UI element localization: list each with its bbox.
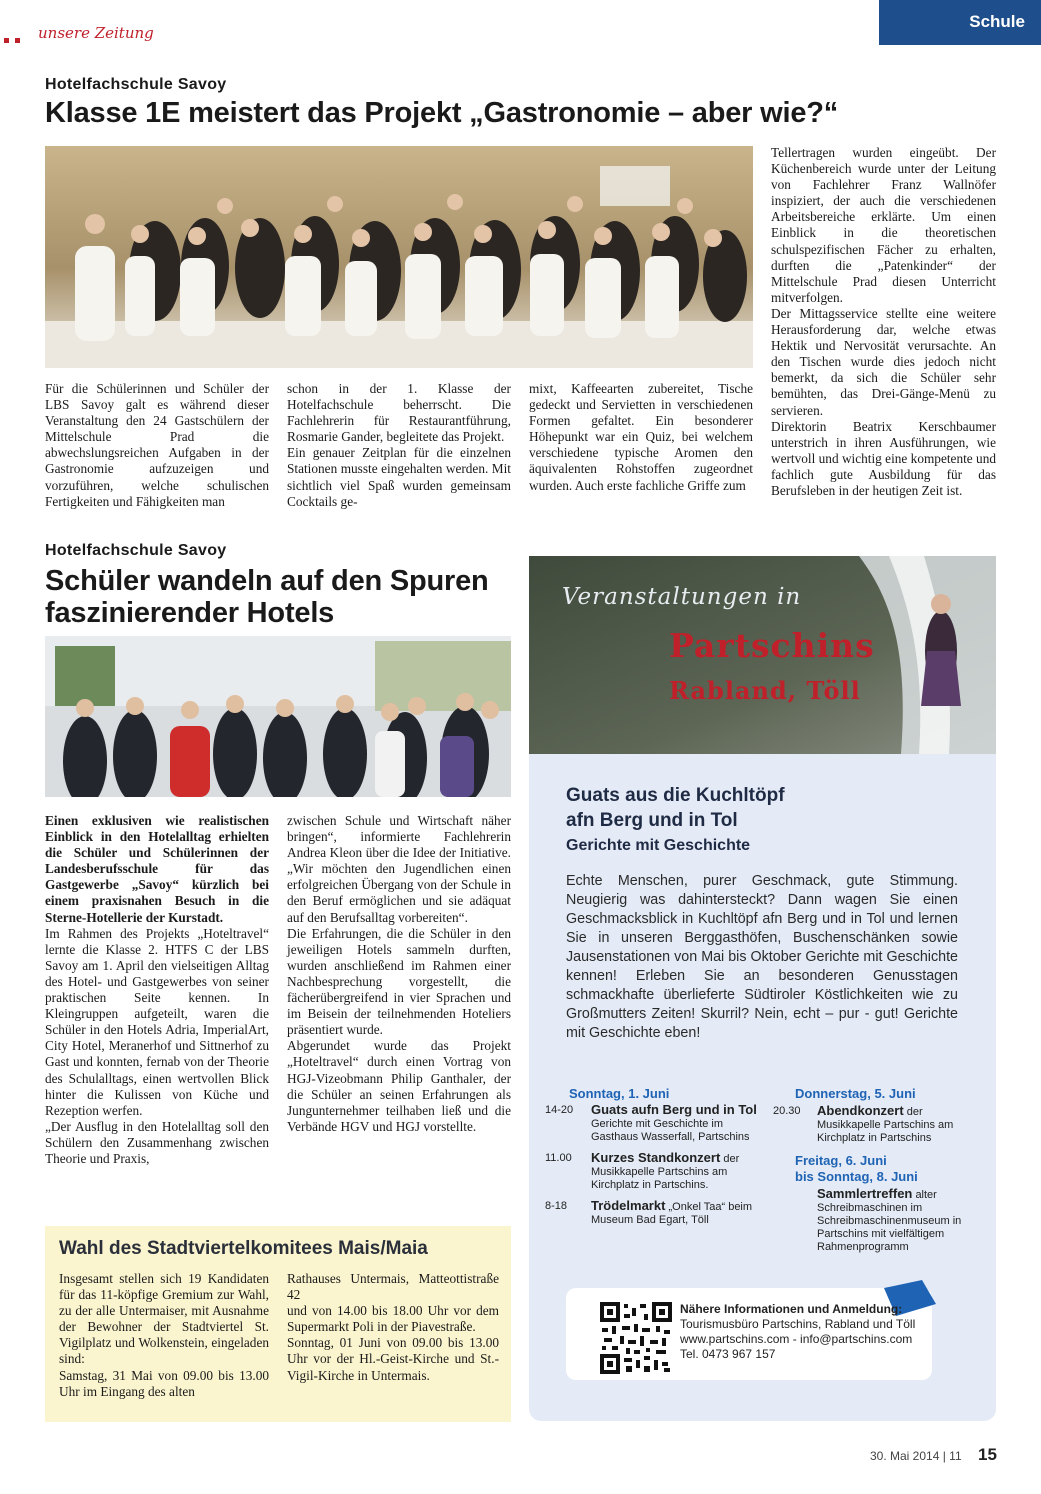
event-item — [545, 1199, 760, 1229]
ad-banner-script: Veranstaltungen in — [562, 584, 802, 610]
event-title: Trödelmarkt — [591, 1198, 666, 1213]
ad-info-web[interactable]: www.partschins.com - info@partschins.com — [680, 1332, 913, 1346]
ad-info-title: Nähere Informationen und Anmeldung: — [680, 1302, 903, 1316]
election-box-col1: Insgesamt stellen sich 19 Kandidaten für das 11-köpfige Gremium zur Wahl, zu der alle Untermaiser, mit Ausnahme der Bewohner der Stadtviertel St. Vigilplatz und Wolkenstein, eingeladen sind: Samstag, 31 Mai von 09.00 bis 13.00 Uhr im Eingang des alten — [59, 1271, 269, 1399]
event-title: Abendkonzert — [817, 1103, 904, 1118]
ad-title — [566, 783, 785, 858]
event-desc: Gerichte mit Geschichte im Gasthaus Wasserfall, Partschins — [591, 1118, 750, 1143]
section-tab: Schule — [879, 0, 1041, 45]
brand-logo: unsere Zeitung — [38, 24, 154, 42]
article1-headline: Klasse 1E meistert das Projekt „Gastronomie – aber wie?“ — [45, 97, 839, 129]
ad-right-date2a: Freitag, 6. Juni — [795, 1153, 887, 1168]
ad-banner-sub: Rabland, Töll — [669, 676, 861, 705]
event-desc: „Onkel Taa“ beim Museum Bad Egart, Töll — [591, 1201, 753, 1226]
ad-title-line1: Guats aus die Kuchltöpf — [566, 785, 785, 806]
article2-headline-line2: faszinierender Hotels — [45, 597, 335, 629]
article2-lead: Einen exklusiven wie realistischen Einblick in den Hotelalltag erhielten die Schüler und Schülerinnen der Landesberufsschule für das Gastgewerbe „Savoy“ kürzlich bei einem praxisnahen Besuch in die Sterne-Hotellerie der Kurstadt. — [45, 813, 269, 925]
event-item — [545, 1103, 760, 1147]
event-title: Sammlertreffen — [817, 1186, 913, 1201]
ad-info-org: Tourismusbüro Partschins, Rabland und Töll — [680, 1317, 916, 1331]
event-title: Guats aufn Berg und in Tol — [591, 1102, 757, 1117]
article2-headline — [45, 565, 525, 629]
article1-kicker: Hotelfachschule Savoy — [45, 76, 227, 93]
article2-headline-line1: Schüler wandeln auf den Spuren — [45, 565, 489, 597]
ad-banner — [529, 556, 996, 754]
election-box — [45, 1226, 511, 1422]
event-time: 8-18 — [545, 1200, 568, 1212]
article1-photo — [45, 146, 753, 368]
article2-photo — [45, 636, 511, 797]
ad-right-date2 — [795, 1153, 918, 1185]
event-time: 11.00 — [545, 1152, 572, 1164]
ad-left-events — [545, 1103, 760, 1229]
event-desc: der Musikkapelle Partschins am Kirchplatz in Partschins — [817, 1106, 954, 1144]
event-time: 14-20 — [545, 1104, 574, 1116]
footer-date-issue: 30. Mai 2014 | 11 — [870, 1449, 962, 1463]
ad-subtitle: Gerichte mit Geschichte — [566, 837, 751, 854]
article1-col2: schon in der 1. Klasse der Hotelfachschule beherrscht. Die Fachlehrerin für Restaurantführung, Rosmarie Gander, begleitete das Projekt. Ein genauer Zeitplan für die einzelnen Stationen musste eingehalten werden. Mit sichtlich viel Spaß wurden gemeinsam Cocktails ge- — [287, 381, 511, 509]
article1-col3: mixt, Kaffeearten zubereitet, Tische gedeckt und Servietten in verschiedenen Formen gefaltet. Ein besonderer Höhepunkt war ein Quiz, bei welchem verschiedene typische Aromen den äquivalenten Rohstoffen zugeordnet wurden. Auch erste fachliche Griffe zum — [529, 381, 753, 493]
article2-kicker: Hotelfachschule Savoy — [45, 542, 227, 559]
event-item — [773, 1104, 983, 1145]
ad-left-date: Sonntag, 1. Juni — [569, 1086, 670, 1101]
article2-col1 — [45, 813, 269, 1167]
partschins-ad — [529, 556, 996, 1421]
ad-body: Echte Menschen, purer Geschmack, gute Stimmung. Neugierig was dahintersteckt? Dann wagen Sie einen Geschmacksblick in Kuchltöpf afn Berg und in Tol und lernen Sie in unseren Berggasthöfen, Buschenschänken sowie Jausenstationen von Mai bis Oktober Gerichte mit Geschichte kennen! Erleben Sie an besonderen Genusstagen schmackhafte überlieferte Südtiroler Köstlichkeiten wie zu Großmutters Zeiten! Skurril? Nein, echt – pur - gut! Gerichte mit Geschichte eben! — [566, 873, 958, 1041]
election-box-col2: Rathauses Untermais, Matteottistraße 42 und von 14.00 bis 18.00 Uhr vor dem Supermarkt Poli in der Piavestraße. Sonntag, 01 Juni von 09.00 bis 13.00 Uhr vor der Hl.-Geist-Kirche und St.-Vigil-Kirche in Untermais. — [287, 1271, 499, 1383]
event-desc: alter Schreibmaschinen im Schreibmaschinenmuseum in Partschins mit vielfältigem Rahmenprogramm — [817, 1189, 962, 1253]
ad-right-date1: Donnerstag, 5. Juni — [795, 1086, 916, 1101]
page-number: 15 — [978, 1445, 997, 1464]
article1-col1: Für die Schülerinnen und Schüler der LBS Savoy galt es während dieser Veranstaltung den 24 Gastschülern der Mittelschule Prad die abwechslungsreichen Aufgaben in der Gastronomie aufzuzeigen und vorzuführen, welche schulischen Fertigkeiten und Fähigkeiten man — [45, 381, 269, 509]
article2-col1-body: Im Rahmen des Projekts „Hoteltravel“ lernte die Klasse 2. HTFS C der LBS Savoy am 1. April den vielseitigen Alltag des Hotel- und Gastgewerbes von seiner praktischen Seite kennen. In Kleingruppen aufgeteilt, waren die Schüler in den Hotels Adria, ImperialArt, City Hotel, Meranerhof und Sittnerhof zu Gast und konnten, fernab von der Theorie des Schulalltags, einen wertvollen Blick hinter die Kulissen von Küche und Rezeption werfen. „Der Ausflug in den Hotelalltag soll den Schülern den Zusammenhang zwischen Theorie und Praxis, — [45, 925, 269, 1166]
ad-info-text — [680, 1302, 915, 1362]
ad-title-line2: afn Berg und in Tol — [566, 810, 738, 831]
ad-banner-place: Partschins — [669, 626, 875, 665]
event-item — [545, 1151, 760, 1195]
article2-col2: zwischen Schule und Wirtschaft näher bringen“, informierte Fachlehrerin Andrea Kleon über die Idee der Initiative. „Wir möchten den Jugendlichen einen erfolgreichen Übergang von der Schule in den Beruf ermöglichen und sie adäquat auf den Berufsalltag vorbereiten“. Die Erfahrungen, die die Schüler in den jeweiligen Hotels sammeln durften, wurden anschließend im Rahmen einer Nachbesprechung vorgestellt, die fächerübergreifend in vier Sprachen und im Beisein der teilnehmenden Hoteliers präsentiert wurde. Abgerundet wurde das Projekt „Hoteltravel“ durch einen Vortrag von HGJ-Vizeobmann Philip Ganthaler, der die Schüler an seinen Erfahrungen als Jungunternehmer teilhaben ließ und die Verbände HGV und HGJ vorstellte. — [287, 813, 511, 1134]
event-title: Kurzes Standkonzert — [591, 1150, 721, 1165]
qr-code-icon[interactable] — [600, 1302, 672, 1374]
election-box-title: Wahl des Stadtviertelkomitees Mais/Maia — [59, 1238, 428, 1259]
event-item — [817, 1187, 983, 1254]
ad-info-box — [566, 1288, 932, 1380]
article1-right-column: Tellertragen wurden eingeübt. Der Küchenbereich wurde unter der Leitung von Fachlehrer Franz Wallnöfer inspiziert, der auch die verschiedenen Arbeitsbereiche erklärte. Um einen Einblick in die theoretischen schulspezifischen Fächer zu erhalten, durften die „Patenkinder“ der Mittelschule Prad diesen Unterricht mitverfolgen. Der Mittagsservice stellte eine weitere Herausforderung dar, welche etwas Hektik und Nervosität verursachte. An den Tischen wurde dies jedoch nicht bemerkt, da sich die Schüler sehr bemühten, das Drei-Gänge-Menü zu servieren. Direktorin Beatrix Kerschbaumer unterstrich in ihren Ausführungen, wie wertvoll und wichtig eine kompetente und fachlich gute Ausbildung für das Berufsleben in der heutigen Zeit ist. — [771, 145, 996, 498]
ad-right-date2b: bis Sonntag, 8. Juni — [795, 1169, 918, 1184]
event-desc: der Musikkapelle Partschins am Kirchplatz in Partschins. — [591, 1153, 740, 1191]
header-dots — [4, 30, 26, 48]
ad-info-tel[interactable]: Tel. 0473 967 157 — [680, 1347, 776, 1361]
event-time: 20.30 — [773, 1105, 801, 1117]
